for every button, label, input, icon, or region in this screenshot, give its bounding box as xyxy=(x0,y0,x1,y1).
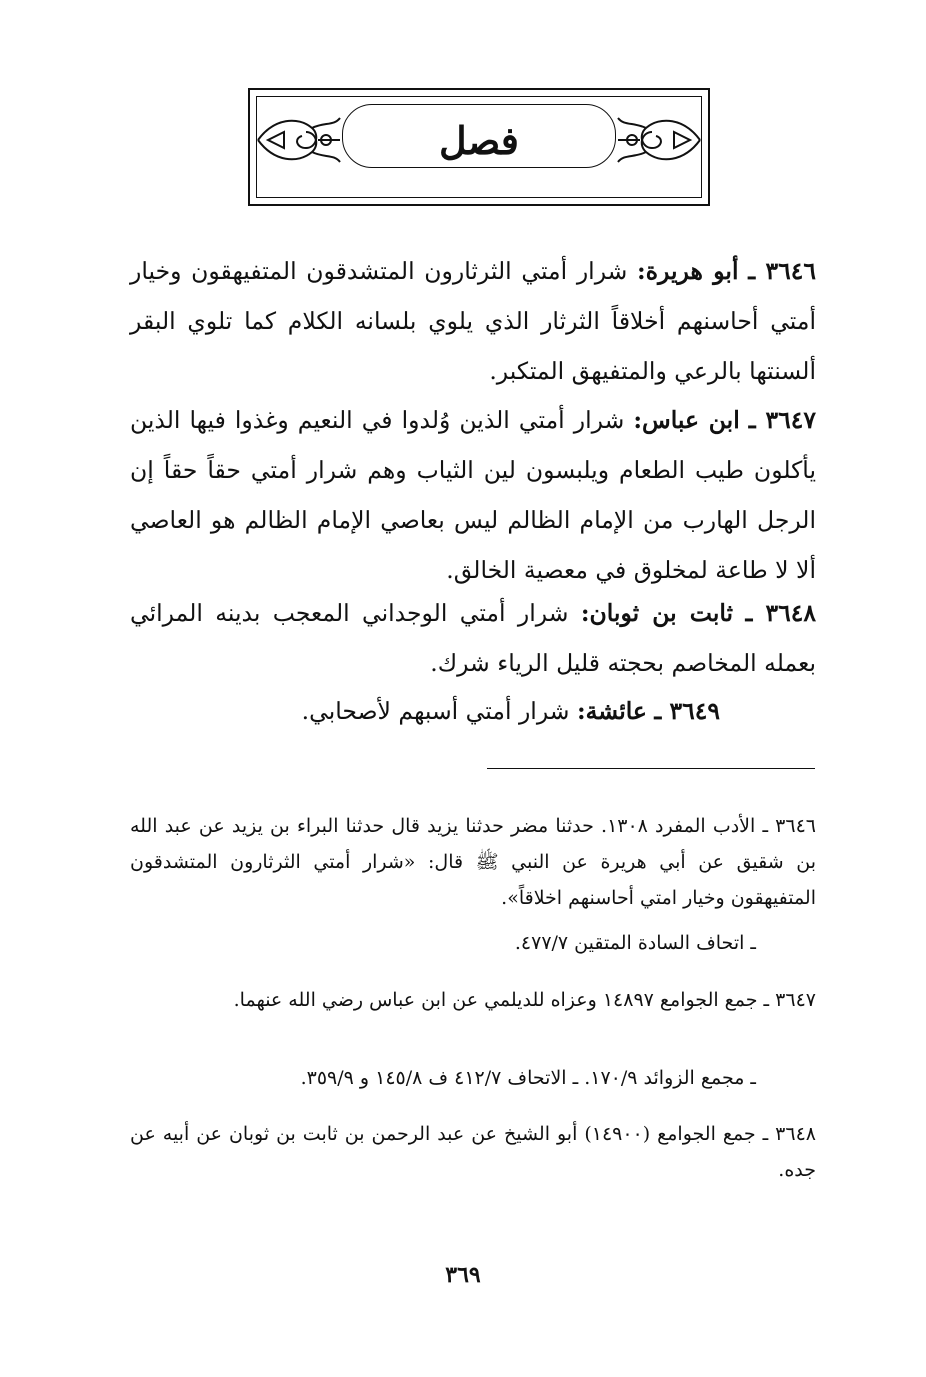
hadith-narrator: أبو هريرة: xyxy=(637,257,739,285)
hadith-entry xyxy=(130,686,816,736)
footnote-divider xyxy=(487,768,815,769)
hadith-text: شرار أمتي الثرثارون المتشدقون المتفيهقون وخيار أمتي أحاسنهم أخلاقاً الثرثار الذي يلوي بلسانه الكلام كما تلوي البقر ألسنتها بالرعي والمتفيهق المتكبر. xyxy=(130,257,816,385)
footnote-text: ٣٦٤٦ ـ الأدب المفرد ١٣٠٨. حدثنا مضر حدثنا يزيد قال حدثنا البراء بن يزيد عن عبد الله بن شقيق عن أبي هريرة عن النبي ﷺ قال: «شرار أمتي الثرثارون المتشدقون المتفيهقون وخيار امتي أحاسنهم اخلاقاً». xyxy=(130,815,816,909)
hadith-text: شرار أمتي الوجداني المعجب بدينه المرائي بعمله المخاصم بحجته قليل الرياء شرك. xyxy=(130,599,816,677)
footnote xyxy=(130,1116,816,1188)
footnote xyxy=(130,1060,816,1096)
chapter-title: فصل xyxy=(439,118,519,163)
footnote-text: ـ اتحاف السادة المتقين ٤٧٧/٧. xyxy=(514,932,756,954)
hadith-text: شرار أمتي الذين وُلدوا في النعيم وغذوا فيها الذين يأكلون طيب الطعام ويلبسون لين الثياب وهم شرار أمتي حقاً حقاً إن الرجل الهارب من الإمام الظالم ليس بعاصي الإمام الظالم هو العاصي ألا لا طاعة لمخلوق في معصية الخالق. xyxy=(130,406,816,584)
hadith-narrator: ثابت بن ثوبان: xyxy=(580,599,734,627)
hadith-narrator: ابن عباس: xyxy=(633,406,740,434)
hadith-entry xyxy=(130,395,816,595)
footnote xyxy=(130,808,816,916)
footnote xyxy=(130,925,816,961)
hadith-text: شرار أمتي أسبهم لأصحابي. xyxy=(301,697,570,725)
hadith-narrator: عائشة: xyxy=(576,697,647,725)
page-number: ٣٦٩ xyxy=(445,1262,481,1288)
footnote xyxy=(130,982,816,1018)
footnote-text: ٣٦٤٧ ـ جمع الجوامع ١٤٨٩٧ وعزاه للديلمي عن ابن عباس رضي الله عنهما. xyxy=(233,989,816,1011)
footnote-text: ـ مجمع الزوائد ١٧٠/٩. ـ الاتحاف ٤١٢/٧ ف ١٤٥/٨ و ٣٥٩/٩. xyxy=(300,1067,756,1089)
footnote-text: ٣٦٤٨ ـ جمع الجوامع (١٤٩٠٠) أبو الشيخ عن عبد الرحمن بن ثابت بن ثوبان عن أبيه عن جده. xyxy=(130,1123,816,1181)
hadith-entry xyxy=(130,588,816,688)
chapter-header-frame xyxy=(248,88,710,206)
hadith-number: ٣٦٤٩ ـ xyxy=(654,697,720,725)
hadith-number: ٣٦٤٦ ـ xyxy=(748,257,816,285)
hadith-entry xyxy=(130,246,816,396)
hadith-number: ٣٦٤٧ ـ xyxy=(748,406,816,434)
hadith-number: ٣٦٤٨ ـ xyxy=(745,599,816,627)
